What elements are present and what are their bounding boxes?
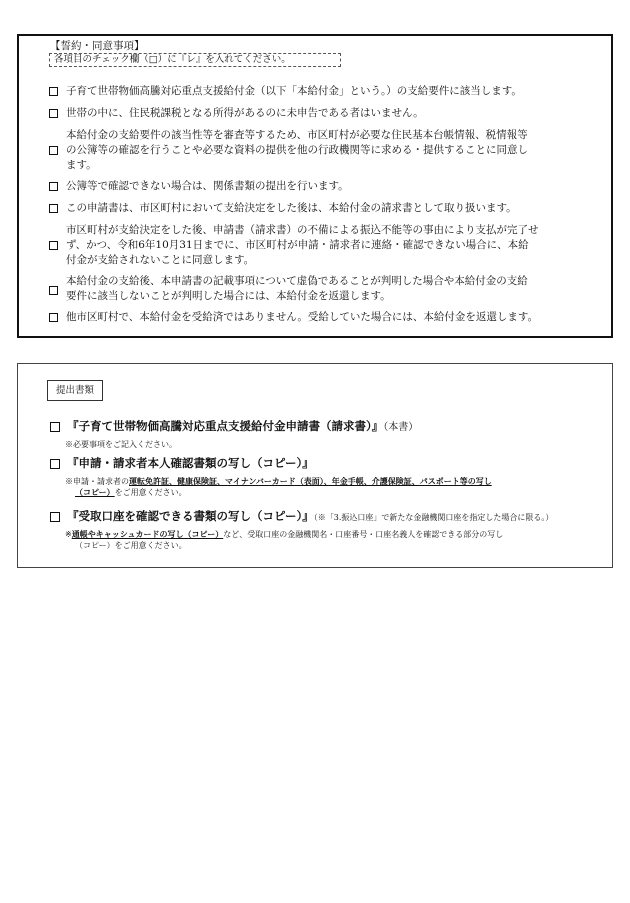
oath-checkbox[interactable] <box>49 241 58 250</box>
oath-item-line: 要件に該当しないことが判明した場合には、本給付金を返還します。 <box>66 290 391 302</box>
oath-item <box>49 201 601 216</box>
oath-item <box>49 274 601 304</box>
document-item-identity <box>50 456 590 470</box>
oath-item-line: 付金が支給されないことに同意します。 <box>66 254 255 266</box>
document-title: 『子育て世帯物価高騰対応重点支援給付金申請書（請求書）』 <box>67 419 384 433</box>
oath-title: 【誓約・同意事項】 <box>50 40 145 52</box>
oath-item-line: この申請書は、市区町村において支給決定をした後は、本給付金の請求書として取り扱います。 <box>66 202 517 214</box>
oath-item <box>49 310 601 325</box>
oath-item <box>49 223 601 268</box>
oath-item-line: 公簿等で確認できない場合は、関係書類の提出を行います。 <box>66 180 349 192</box>
note-middle: など、受取口座の金融機関名・口座番号・口座名義人を確認できる部分の写し <box>223 530 504 539</box>
oath-checkbox[interactable] <box>49 146 58 155</box>
document-note <box>65 529 585 551</box>
oath-checkbox[interactable] <box>49 87 58 96</box>
oath-item-text <box>66 84 601 99</box>
oath-item-line: 本給付金の支給要件の該当性等を審査等するため、市区町村が必要な住民基本台帳情報、税情報等 <box>66 129 528 141</box>
oath-item-line: ず、かつ、令和6年10月31日までに、市区町村が申請・請求者に連絡・確認できない場合に、本給 <box>66 239 529 251</box>
oath-item <box>49 84 601 99</box>
oath-checkbox[interactable] <box>49 182 58 191</box>
oath-checkbox[interactable] <box>49 313 58 322</box>
required-documents-tag: 提出書類 <box>47 380 103 401</box>
document-item-bank-account <box>50 509 590 525</box>
oath-item-text <box>66 179 601 194</box>
document-checkbox[interactable] <box>50 459 60 469</box>
required-documents-section <box>17 363 613 568</box>
oath-item-line: 子育て世帯物価高騰対応重点支援給付金（以下「本給付金」という。）の支給要件に該当します。 <box>66 85 522 97</box>
oath-item-text <box>66 128 601 173</box>
oath-item <box>49 179 601 194</box>
document-title: 『申請・請求者本人確認書類の写し（コピー）』 <box>67 456 314 470</box>
oath-checkbox[interactable] <box>49 286 58 295</box>
document-checkbox[interactable] <box>50 512 60 522</box>
oath-item-line: ます。 <box>66 159 97 171</box>
oath-checkbox[interactable] <box>49 204 58 213</box>
oath-item-text <box>66 201 601 216</box>
document-checkbox[interactable] <box>50 422 60 432</box>
oath-item-line: 市区町村が支給決定をした後、申請書（請求書）の不備による振込不能等の事由により支払が完了せ <box>66 224 539 236</box>
oath-item-text <box>66 223 601 268</box>
oath-item-text <box>66 106 601 121</box>
document-note: ※必要事項をご記入ください。 <box>65 440 177 449</box>
oath-item-line: 他市区町村で、本給付金を受給済ではありません。受給していた場合には、本給付金を返還します。 <box>66 311 539 323</box>
oath-consent-section <box>17 34 613 338</box>
note-underlined: 通帳やキャッシュカードの写し（コピー） <box>71 529 224 539</box>
oath-item-text <box>66 274 601 304</box>
document-note <box>65 476 585 498</box>
oath-item <box>49 106 601 121</box>
document-suffix: （本書） <box>383 422 419 433</box>
oath-checkbox[interactable] <box>49 109 58 118</box>
oath-instruction-note: 各項目のチェック欄（□）に『レ』を入れてください。 <box>49 53 341 67</box>
note-suffix: （コピー）をご用意ください。 <box>75 541 187 550</box>
note-suffix: をご用意ください。 <box>114 488 187 497</box>
document-item-application <box>50 419 590 435</box>
oath-item <box>49 128 601 173</box>
document-suffix: （※「3.振込口座」で新たな金融機関口座を指定した場合に限る。） <box>313 513 554 522</box>
oath-item-line: の公簿等の確認を行うことや必要な資料の提供を他の行政機関等に求める・提供することに同意し <box>66 144 528 156</box>
document-title: 『受取口座を確認できる書類の写し（コピー）』 <box>67 509 314 523</box>
oath-item-line: 世帯の中に、住民税課税となる所得があるのに未申告である者はいません。 <box>66 107 424 119</box>
oath-item-text <box>66 310 601 325</box>
note-underlined: 運転免許証、健康保険証、マイナンバーカード（表面）、年金手帳、介護保険証、パスポート等の写し <box>129 476 492 486</box>
note-prefix: ※申請・請求者の <box>65 477 129 486</box>
note-prefix: ※ <box>65 530 72 539</box>
oath-item-line: 本給付金の支給後、本申請書の記載事項について虚偽であることが判明した場合や本給付金の支給 <box>66 275 528 287</box>
note-underlined: （コピー） <box>75 487 115 497</box>
